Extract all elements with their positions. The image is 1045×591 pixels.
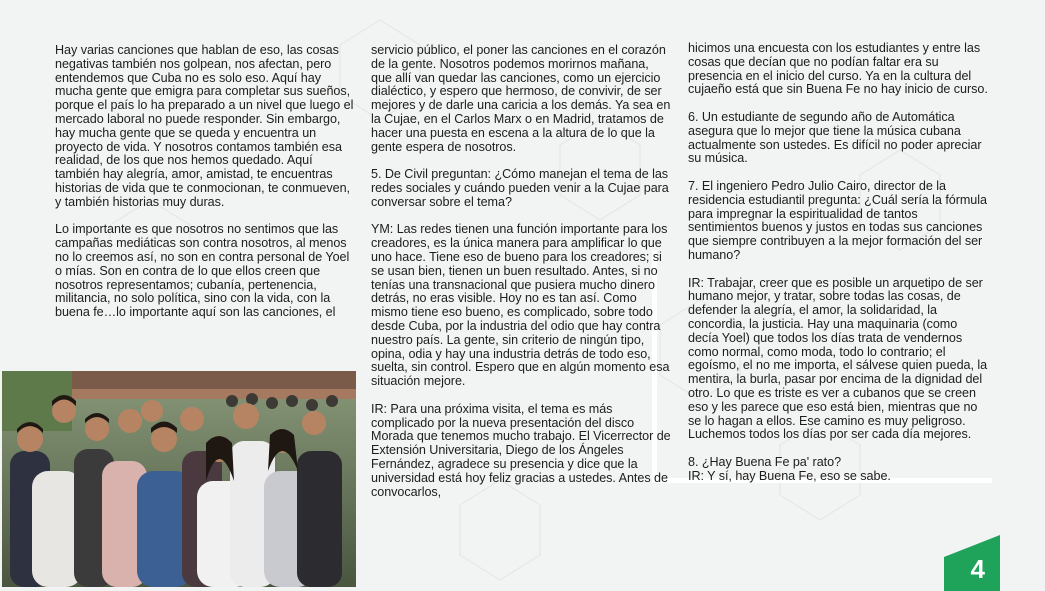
article-column-2 bbox=[371, 44, 671, 513]
page-number: 4 bbox=[970, 554, 985, 584]
article-column-1 bbox=[55, 44, 355, 334]
group-photo bbox=[2, 371, 356, 587]
question-paragraph: 5. De Civil preguntan: ¿Cómo manejan el tema de las redes sociales y cuándo pueden venir a la Cujae para conversar sobre el tema? bbox=[371, 167, 669, 209]
paragraph: servicio público, el poner las canciones en el corazón de la gente. Nosotros podemos morirnos mañana, que allí van quedar las canciones, como un ejercicio dialéctico, y espero que hermoso, de convivir, de ser mejores y de darle una caricia a los demás. Ya sea en la Cujae, en el Carlos Marx o en Madrid, tratamos de hacer una puesta en escena a la altura de lo que la gente espera de nosotros. bbox=[371, 43, 671, 154]
answer-paragraph: YM: Las redes tienen una función importante para los creadores, es la única manera para amplificar lo que uno hace. Tiene eso de bueno para los creadores; si se usan bien, tienen un buen resultado. Antes, si no tenías una transnacional que pusiera mucho dinero detrás, no eras visible. Hoy no es tan así. Como mismo tiene eso bueno, es complicado, sobre todo desde Cuba, por la industria del odio que hay contra nuestro país. La gente, sin criterio de ningún tipo, opina, odia y hay una industria detrás de todo eso, suelta, sin control. Espero que en algún momento esa situación mejore. bbox=[371, 222, 670, 389]
question-paragraph: 6. Un estudiante de segundo año de Automática asegura que lo mejor que tiene la música cubana actualmente son ustedes. Es difícil no poder apreciar su música. bbox=[688, 109, 982, 166]
question-paragraph: 7. El ingeniero Pedro Julio Cairo, director de la residencia estudiantil pregunta: ¿Cuál sería la fórmula para impregnar la espiritualidad de tantos sentimientos buenos y justos en todas sus canciones que siempre contribuyen a la mejor formación del ser humano? bbox=[688, 178, 987, 262]
answer-paragraph: IR: Trabajar, creer que es posible un arquetipo de ser humano mejor, y tratar, sobre todas las cosas, de defender la alegría, el amor, la solidaridad, la concordia, la justicia. Hay una maquinaria (como decía Yoel) que todos los días trata de vendernos como normal, como moda, todo lo contrario; el egoísmo, el no me importa, el sálvese quien pueda, la mentira, la burla, pasar por encima de la dignidad del otro. Lo que es triste es ver a cubanos que se creen eso y les parece que eso está bien, mientras que no se lo hagan a ellos. Ese camino es muy peligroso. Luchemos todos los días por ser cada día mejores. bbox=[688, 275, 988, 442]
paragraph: hicimos una encuesta con los estudiantes y entre las cosas que decían que no podían faltar era su presencia en el inicio del curso. Ya en la cultura del cujaeño está que sin Buena Fe no hay inicio de curso. bbox=[688, 41, 988, 97]
answer-paragraph: IR: Para una próxima visita, el tema es más complicado por la nueva presentación del disco Morada que tenemos mucho trabajo. El Vicerrector de Extensión Universitaria, Diego de los Ángeles Fernández, agradece su presencia y dice que la universidad está hoy feliz gracias a ustedes. Antes de convocarlos, bbox=[371, 401, 671, 499]
article-column-3 bbox=[688, 42, 988, 497]
closing-paragraph: 8. ¿Hay Buena Fe pa' rato? IR: Y sí, hay Buena Fe, eso se sabe. bbox=[688, 454, 891, 483]
paragraph: Lo importante es que nosotros no sentimos que las campañas mediáticas son contra nosotros, al menos no lo creemos así, no son en contra personal de Yoel o mías. Son en contra de lo que ellos creen que nosotros representamos; cubanía, pertenencia, militancia, no solo política, sino con la vida, con la buena fe…lo importante aquí son las canciones, el bbox=[55, 222, 350, 320]
paragraph: Hay varias canciones que hablan de eso, las cosas negativas también nos golpean, nos afectan, pero entendemos que Cuba no es solo eso. Aquí hay mucha gente que emigra para completar sus sueños, porque el país lo ha preparado a un nivel que luego el mercado laboral no puede responder. Sin embargo, hay mucha gente que se queda y encuentra un proyecto de vida. Y nosotros contamos también esa realidad, de los que nos hemos quedado. Aquí también hay alegría, amor, amistad, te encuentras historias de vida que te conmocionan, te conmueven, y también historias muy duras. bbox=[55, 43, 354, 209]
